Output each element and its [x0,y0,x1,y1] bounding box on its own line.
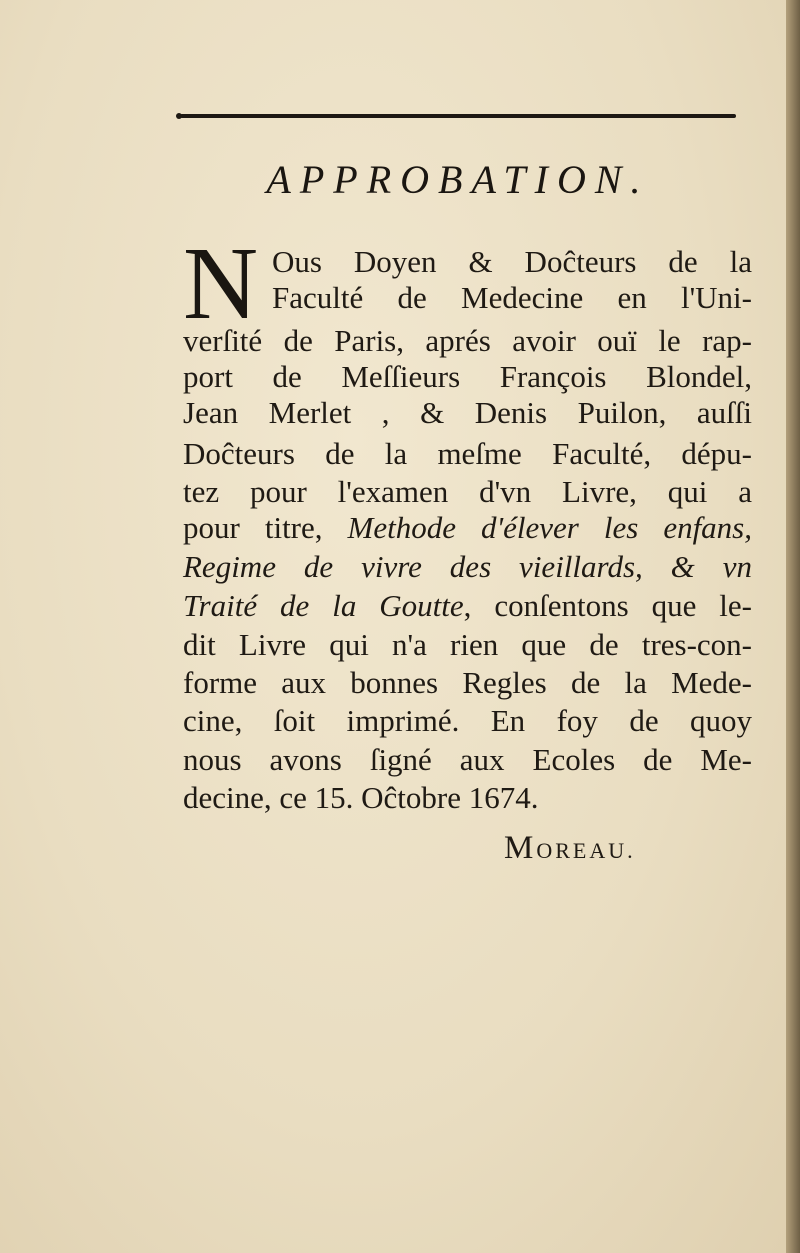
book-title-part-1: Methode d'élever les enfans, [347,510,752,545]
text-line-1: Ous Doyen & Doĉteurs de la [272,244,752,279]
head-rule [180,114,736,118]
page-title: APPROBATION. [266,157,650,202]
text-line-4: port de Meſſieurs François Blondel, [183,359,752,394]
text-line-5: Jean Merlet , & Denis Puilon, auſſi [183,395,752,430]
text-line-11: dit Livre qui n'a rien que de tres-con- [183,627,752,662]
drop-capital: N [183,226,259,341]
text-line-8-roman: pour titre, [183,510,323,545]
text-line-7: tez pour l'examen d'vn Livre, qui a [183,474,752,509]
text-line-6: Doĉteurs de la meſme Faculté, dépu- [183,436,752,471]
text-line-10 [183,588,752,624]
text-line-10-roman: , conſentons que le- [463,588,752,623]
text-line-13: cine, ſoit imprimé. En foy de quoy [183,703,752,738]
text-line-14: nous avons ſigné aux Ecoles de Me- [183,742,752,777]
signature [504,830,636,869]
text-line-2: Faculté de Medecine en l'Uni- [272,280,752,315]
text-line-12: forme aux bonnes Regles de la Mede- [183,665,752,700]
signature-initial: M [504,830,537,866]
signature-rest: OREAU. [536,838,636,863]
text-line-15: decine, ce 15. Oĉtobre 1674. [183,780,539,815]
text-line-8 [183,510,752,546]
book-title-part-3: Traité de la Goutte [183,588,464,623]
page-gutter-shadow [786,0,800,1253]
book-title-part-2: Regime de vivre des vieillards, & vn [183,549,752,584]
text-line-3: verſité de Paris, aprés avoir ouï le rap- [183,323,752,358]
